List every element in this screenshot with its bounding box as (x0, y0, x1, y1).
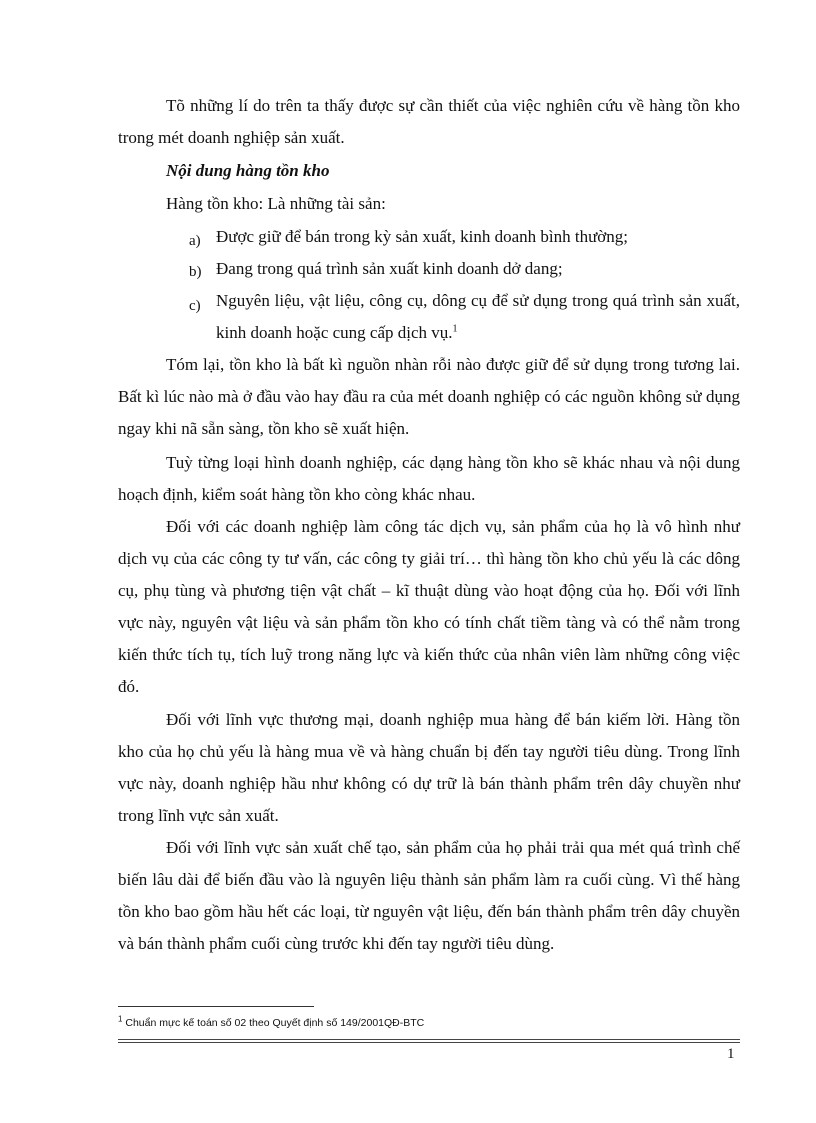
paragraph-summary: Tóm lại, tồn kho là bất kì nguồn nhàn rỗi nào được giữ để sử dụng trong tương lai. Bất kì lúc nào mà ở đầu vào hay đầu ra của mét doanh nghiệp có các nguồn không sử dụng ngay khi nã sẵn sàng, tồn kho sẽ xuất hiện. (118, 355, 740, 438)
footnote-number: 1 (118, 1014, 123, 1024)
paragraph-manufacturing: Đối với lĩnh vực sản xuất chế tạo, sản phẩm của họ phải trải qua mét quá trình chế biến lâu dài để biến đầu vào là nguyên liệu thành sản phẩm làm ra cuối cùng. Vì thế hàng tồn kho bao gồm hầu hết các loại, từ nguyên vật liệu, đến bán thành phẩm trên dây chuyền và bán thành phẩm cuối cùng trước khi đến tay người tiêu dùng. (118, 838, 740, 953)
footnote-reference: 1 (452, 323, 458, 335)
list-item-b: Đang trong quá trình sản xuất kinh doanh dở dang; (216, 259, 563, 278)
paragraph-intro-reason: Tõ những lí do trên ta thấy được sự cần thiết của việc nghiên cứu về hàng tồn kho trong mét doanh nghiệp sản xuất. (118, 96, 740, 147)
footnote-separator (118, 1006, 314, 1007)
list-item-c (216, 285, 740, 349)
footnote (118, 1015, 424, 1031)
list-item-a: Được giữ để bán trong kỳ sản xuất, kinh doanh bình thường; (216, 227, 629, 246)
paragraph-services: Đối với các doanh nghiệp làm công tác dịch vụ, sản phẩm của họ là vô hình như dịch vụ của các công ty tư vấn, các công ty giải trí… thì hàng tồn kho chủ yếu là các dông cụ, phụ tùng và phương tiện vật chất – kĩ thuật dùng vào hoạt động của họ. Đối với lĩnh vực này, nguyên vật liệu và sản phẩm tồn kho có tính chất tiềm tàng và có thể nằm trong kiến thức tích tụ, tích luỹ trong năng lực và kiến thức của nhân viên làm những công việc đó. (118, 517, 740, 696)
list-marker-b: b) (189, 264, 202, 280)
footnote-text: Chuẩn mực kế toán số 02 theo Quyết định số 149/2001QĐ-BTC (125, 1017, 425, 1029)
list-marker-c: c) (189, 298, 201, 314)
list-marker-a: a) (189, 233, 201, 249)
page-number: 1 (727, 1046, 735, 1062)
list-item-c-text: Nguyên liệu, vật liệu, công cụ, dông cụ để sử dụng trong quá trình sản xuất, kinh doanh hoặc cung cấp dịch vụ. (216, 291, 740, 342)
footer-rule-bottom (118, 1042, 740, 1043)
paragraph-business-types: Tuỳ từng loại hình doanh nghiệp, các dạng hàng tồn kho sẽ khác nhau và nội dung hoạch định, kiểm soát hàng tồn kho còng khác nhau. (118, 453, 740, 504)
footer-rule-top (118, 1039, 740, 1040)
paragraph-commerce: Đối với lĩnh vực thương mại, doanh nghiệp mua hàng để bán kiếm lời. Hàng tồn kho của họ chủ yếu là hàng mua về và hàng chuẩn bị đến tay người tiêu dùng. Trong lĩnh vực này, doanh nghiệp hầu như không có dự trữ là bán thành phẩm trên dây chuyền như trong lĩnh vực sản xuất. (118, 710, 740, 825)
paragraph-definition: Hàng tồn kho: Là những tài sản: (166, 194, 386, 213)
section-heading: Nội dung hàng tồn kho (166, 161, 330, 180)
